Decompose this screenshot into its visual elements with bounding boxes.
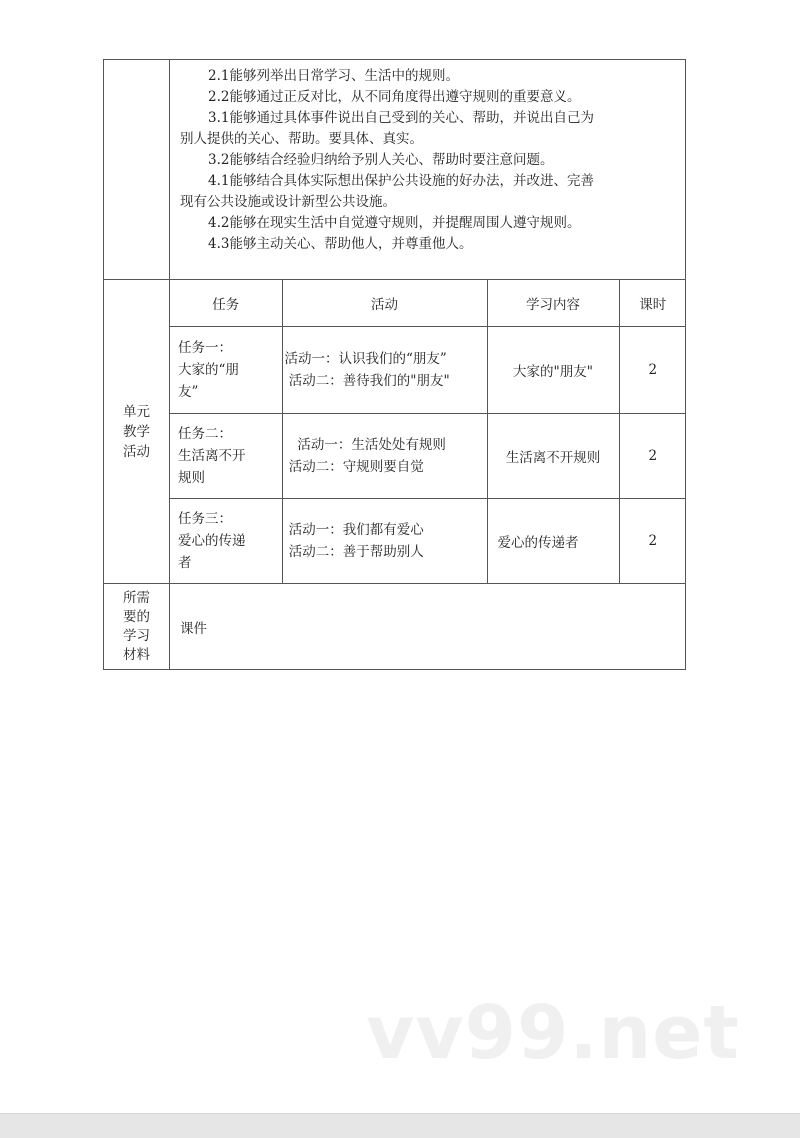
label-line: 活动 bbox=[123, 443, 150, 460]
task-line: 生活离不开 bbox=[178, 448, 246, 464]
task-line: 规则 bbox=[178, 470, 205, 486]
objectives-row bbox=[104, 60, 686, 280]
label-line: 单元 bbox=[123, 403, 150, 420]
materials-value: 课件 bbox=[170, 584, 686, 670]
activity-line: 活动二：善待我们的"朋友" bbox=[284, 373, 450, 389]
objective-line: 别人提供的关心、帮助。要具体、真实。 bbox=[180, 131, 423, 147]
bottom-scroll-bar[interactable] bbox=[0, 1113, 800, 1138]
activity-line: 活动一：认识我们的“朋友” bbox=[284, 351, 447, 367]
activities-cell bbox=[170, 280, 686, 584]
objective-line: 4.3能够主动关心、帮助他人，并尊重他人。 bbox=[208, 236, 473, 252]
objective-line: 4.2能够在现实生活中自觉遵守规则，并提醒周围人遵守规则。 bbox=[208, 215, 581, 231]
table-row bbox=[170, 414, 686, 499]
task-line: 友” bbox=[178, 384, 199, 400]
task-line: 者 bbox=[178, 555, 192, 571]
activity-cell bbox=[282, 499, 487, 584]
objective-line: 现有公共设施或设计新型公共设施。 bbox=[180, 194, 396, 210]
activities-table bbox=[170, 280, 686, 583]
activity-line: 活动二：善于帮助别人 bbox=[284, 544, 424, 560]
task-cell bbox=[170, 499, 282, 584]
header-content: 学习内容 bbox=[487, 280, 619, 327]
hours-cell: 2 bbox=[619, 414, 686, 499]
label-line: 材料 bbox=[123, 646, 150, 663]
materials-row bbox=[104, 584, 686, 670]
objective-line: 2.2能够通过正反对比，从不同角度得出遵守规则的重要意义。 bbox=[208, 89, 581, 105]
task-line: 任务三： bbox=[178, 511, 232, 527]
task-line: 大家的“朋 bbox=[178, 362, 239, 378]
materials-label bbox=[104, 584, 170, 670]
header-activity: 活动 bbox=[282, 280, 487, 327]
unit-activities-label bbox=[104, 280, 170, 584]
activities-row bbox=[104, 280, 686, 584]
activities-header-row bbox=[170, 280, 686, 327]
objectives-cell bbox=[170, 60, 686, 280]
label-line: 所需 bbox=[123, 589, 150, 606]
hours-cell: 2 bbox=[619, 499, 686, 584]
label-line: 要的 bbox=[123, 608, 150, 625]
activity-line: 活动一：生活处处有规则 bbox=[284, 437, 446, 453]
task-line: 任务二： bbox=[178, 426, 232, 442]
task-line: 任务一： bbox=[178, 340, 232, 356]
objective-line: 3.2能够结合经验归纳给予别人关心、帮助时要注意问题。 bbox=[208, 152, 554, 168]
header-hours: 课时 bbox=[619, 280, 686, 327]
task-line: 爱心的传递 bbox=[178, 533, 246, 549]
content-cell: 大家的"朋友" bbox=[487, 327, 619, 414]
label-line: 学习 bbox=[123, 627, 150, 644]
header-task: 任务 bbox=[170, 280, 282, 327]
task-cell bbox=[170, 414, 282, 499]
objectives-label-cell bbox=[104, 60, 170, 280]
table-row bbox=[170, 499, 686, 584]
activity-line: 活动一：我们都有爱心 bbox=[284, 522, 424, 538]
watermark: vv99.net bbox=[366, 990, 740, 1076]
task-cell bbox=[170, 327, 282, 414]
table-row bbox=[170, 327, 686, 414]
activity-cell bbox=[282, 414, 487, 499]
objective-line: 2.1能够列举出日常学习、生活中的规则。 bbox=[208, 68, 459, 84]
content-cell: 爱心的传递者 bbox=[487, 499, 619, 584]
unit-plan-table bbox=[103, 59, 686, 670]
objective-line: 3.1能够通过具体事件说出自己受到的关心、帮助，并说出自己为 bbox=[208, 110, 594, 126]
content-cell: 生活离不开规则 bbox=[487, 414, 619, 499]
label-line: 教学 bbox=[123, 423, 150, 440]
objective-line: 4.1能够结合具体实际想出保护公共设施的好办法，并改进、完善 bbox=[208, 173, 594, 189]
activity-line: 活动二：守规则要自觉 bbox=[284, 459, 424, 475]
hours-cell: 2 bbox=[619, 327, 686, 414]
activity-cell bbox=[282, 327, 487, 414]
